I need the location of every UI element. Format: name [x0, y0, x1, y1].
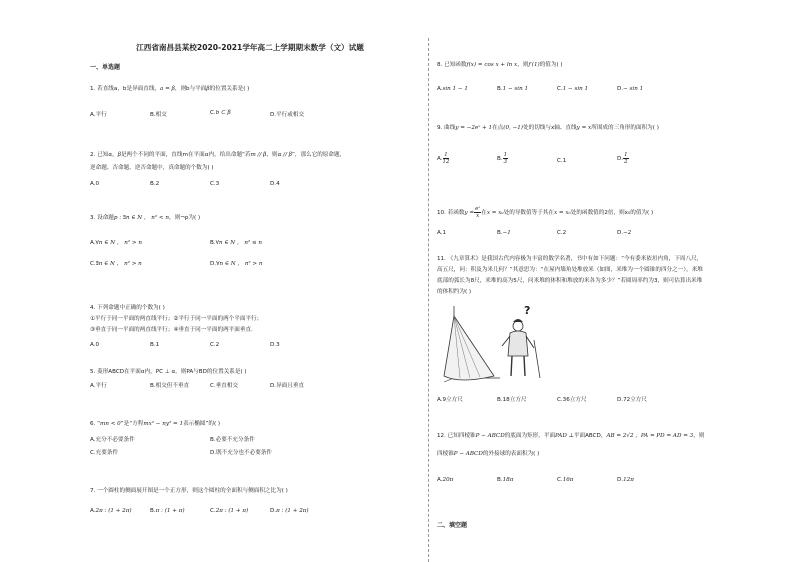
q6-option-a: A.充分不必要条件	[90, 437, 135, 443]
q9-option-b: B. $\frac{1}{3}$	[497, 152, 508, 165]
q9-option-d: D. $\frac{1}{2}$	[617, 152, 628, 165]
question-4-line1: ①平行于同一平面的两直线平行；②平行于同一平面的两个平面平行；	[90, 316, 263, 322]
question-mark: ?	[524, 304, 531, 317]
column-divider	[428, 38, 429, 562]
q3-option-d: D.∀n ∈ N ， n² > n	[210, 261, 263, 267]
question-8-stem: 8. 已知函数f(x) = cos x + ln x，则f′(1)的值为( )	[437, 62, 563, 68]
q8-option-c: C.1 − sin 1	[557, 86, 589, 92]
q5-option-b: B.相交但不垂直	[150, 383, 190, 389]
q7-option-b: B.π : (1 + π)	[150, 508, 185, 514]
q2-option-c: C.3	[210, 181, 220, 187]
section-heading-single-choice: 一、单选题	[90, 64, 121, 71]
q12-option-d: D.12π	[617, 477, 634, 483]
q3-option-b: B.∀n ∈ N ， n² ≤ n	[210, 240, 263, 246]
section-heading-fill-in: 二、填空题	[437, 522, 468, 529]
q1-option-c: C.b ⊂ β	[210, 110, 231, 116]
question-11-line2: 高五尺，问：积及为米几何？”其意思为：“在屋内墙角处堆放米（如图，米堆为一个圆锥的四分之一），米堆	[437, 267, 703, 273]
question-12-line1: 12. 已知四棱锥P − ABCD的底面为矩形，平面PAD ⊥平面ABCD，AB = 2√2 ，PA = PD = AD = 3，则	[437, 433, 705, 439]
q11-option-d: D.72立方尺	[617, 397, 647, 403]
question-4-stem: 4. 下列命题中正确的个数为( )	[90, 305, 165, 311]
person-stick	[534, 340, 540, 378]
q2-option-b: B.2	[150, 181, 160, 187]
person-leg-left	[511, 356, 512, 376]
q3-option-c: C.∃n ∈ N ， n² > n	[90, 261, 142, 267]
q5-option-c: C.垂直相交	[210, 383, 239, 389]
question-11-line1: 11. 《九章算术》是我国古代内容极为丰富的数学名著，书中有如下问题：“今有委米依垣内角，下周八尺，	[437, 256, 703, 262]
q2-option-a: A.0	[90, 181, 100, 187]
q12-option-c: C.16π	[557, 477, 574, 483]
q7-option-a: A.2π : (1 + 2π)	[90, 508, 132, 514]
question-7-stem: 7. 一个圆柱的侧面展开图是一个正方形，则这个圆柱的全面积与侧面积之比为( )	[90, 488, 288, 494]
q10-option-c: C.2	[557, 230, 567, 236]
person-hair	[513, 319, 523, 322]
q4-option-d: D.3	[270, 342, 280, 348]
q8-option-b: B.1 − sin 1	[497, 86, 529, 92]
q4-option-a: A.0	[90, 342, 100, 348]
q1-option-a: A.平行	[90, 112, 107, 118]
q6-option-c: C.充要条件	[90, 450, 119, 456]
rice-pile-figure	[440, 296, 550, 384]
exam-title: 江西省南昌县某校2020-2021学年高二上学期期末数学（文）试题	[136, 43, 364, 52]
q7-option-d: D.π : (1 + 2π)	[270, 508, 309, 514]
q12-option-a: A.20π	[437, 477, 454, 483]
q1-option-d: D.平行或相交	[270, 112, 305, 118]
question-3-stem: 3. 设命题p : ∃n ∈ N ， n² < n，则¬p为( )	[90, 215, 201, 221]
q1-option-b: B.相交	[150, 112, 167, 118]
q3-option-a: A.∀n ∈ N ， n² > n	[90, 240, 142, 246]
q11-option-a: A.9立方尺	[437, 397, 463, 403]
question-12-line2: 四棱锥P − ABCD的外接球的表面积为( )	[437, 451, 540, 457]
q6-option-b: B.必要不充分条件	[210, 437, 255, 443]
question-6-stem: 6. “mn < 0”是“方程mx² − ny² = 1表示椭圆”的( )	[90, 421, 221, 427]
question-4-line2: ③垂直于同一平面的两直线平行；④垂直于同一平面的两平面垂直.	[90, 327, 253, 333]
q12-option-b: B.18π	[497, 477, 514, 483]
q9-option-c: C.1	[557, 158, 567, 164]
q4-option-c: C.2	[210, 342, 220, 348]
question-11-line4: 的体积约为( )	[437, 289, 472, 295]
question-11-line3: 底部的弧长为8尺，米堆的高为5尺，问米堆的体积和堆放的米各为多少？”若圆周率约为3，则可估算出米堆	[437, 278, 703, 284]
question-2-line2: 逆命题、否命题、逆否命题中，真命题的个数为( )	[90, 165, 214, 171]
q5-option-d: D.异面且垂直	[270, 383, 305, 389]
q7-option-c: C.2π : (1 + π)	[210, 508, 249, 514]
person-body	[508, 331, 528, 356]
q8-option-a: A.sin 1 − 1	[437, 86, 468, 92]
q4-option-b: B.1	[150, 342, 160, 348]
rice-pile-cone	[444, 316, 494, 380]
question-1-stem: 1. 若直线a，b是异面直线，a = β，则b与平面β的位置关系是( )	[90, 86, 250, 92]
q11-option-b: B.18立方尺	[497, 397, 527, 403]
q10-option-a: A.1	[437, 230, 447, 236]
q10-option-b: B.−1	[497, 230, 511, 236]
q2-option-d: D.4	[270, 181, 280, 187]
q8-option-d: D.− sin 1	[617, 86, 644, 92]
q6-option-d: D.既不充分也不必要条件	[210, 450, 273, 456]
q5-option-a: A.平行	[90, 383, 107, 389]
question-10-stem: 10. 若函数y = $\frac{\text{eˣ}}{x}$ 在x = x₀处的导数值等于其在x = x₀处的函数值的2倍，则x₀的值为( )	[437, 206, 654, 219]
question-9-stem: 9. 曲线y = −2eˣ + 1在点(0, −1)处的切线与x轴、直线y = x所围成的三角形的面积为( )	[437, 125, 659, 131]
person-leg-right	[524, 356, 525, 376]
q10-option-d: D.−2	[617, 230, 632, 236]
question-5-stem: 5. 菱形ABCD在平面α内，PC ⊥ α，则PA与BD的位置关系是( )	[90, 369, 247, 375]
q11-option-c: C.36立方尺	[557, 397, 587, 403]
q9-option-a: A. $\frac{1}{12}$	[437, 152, 450, 165]
question-2-line1: 2. 已知α，β是两个不同的平面，直线m在平面α内，给出命题“若m // β，则α // β”，那么它的原命题，	[90, 152, 346, 158]
person-head	[513, 321, 523, 331]
